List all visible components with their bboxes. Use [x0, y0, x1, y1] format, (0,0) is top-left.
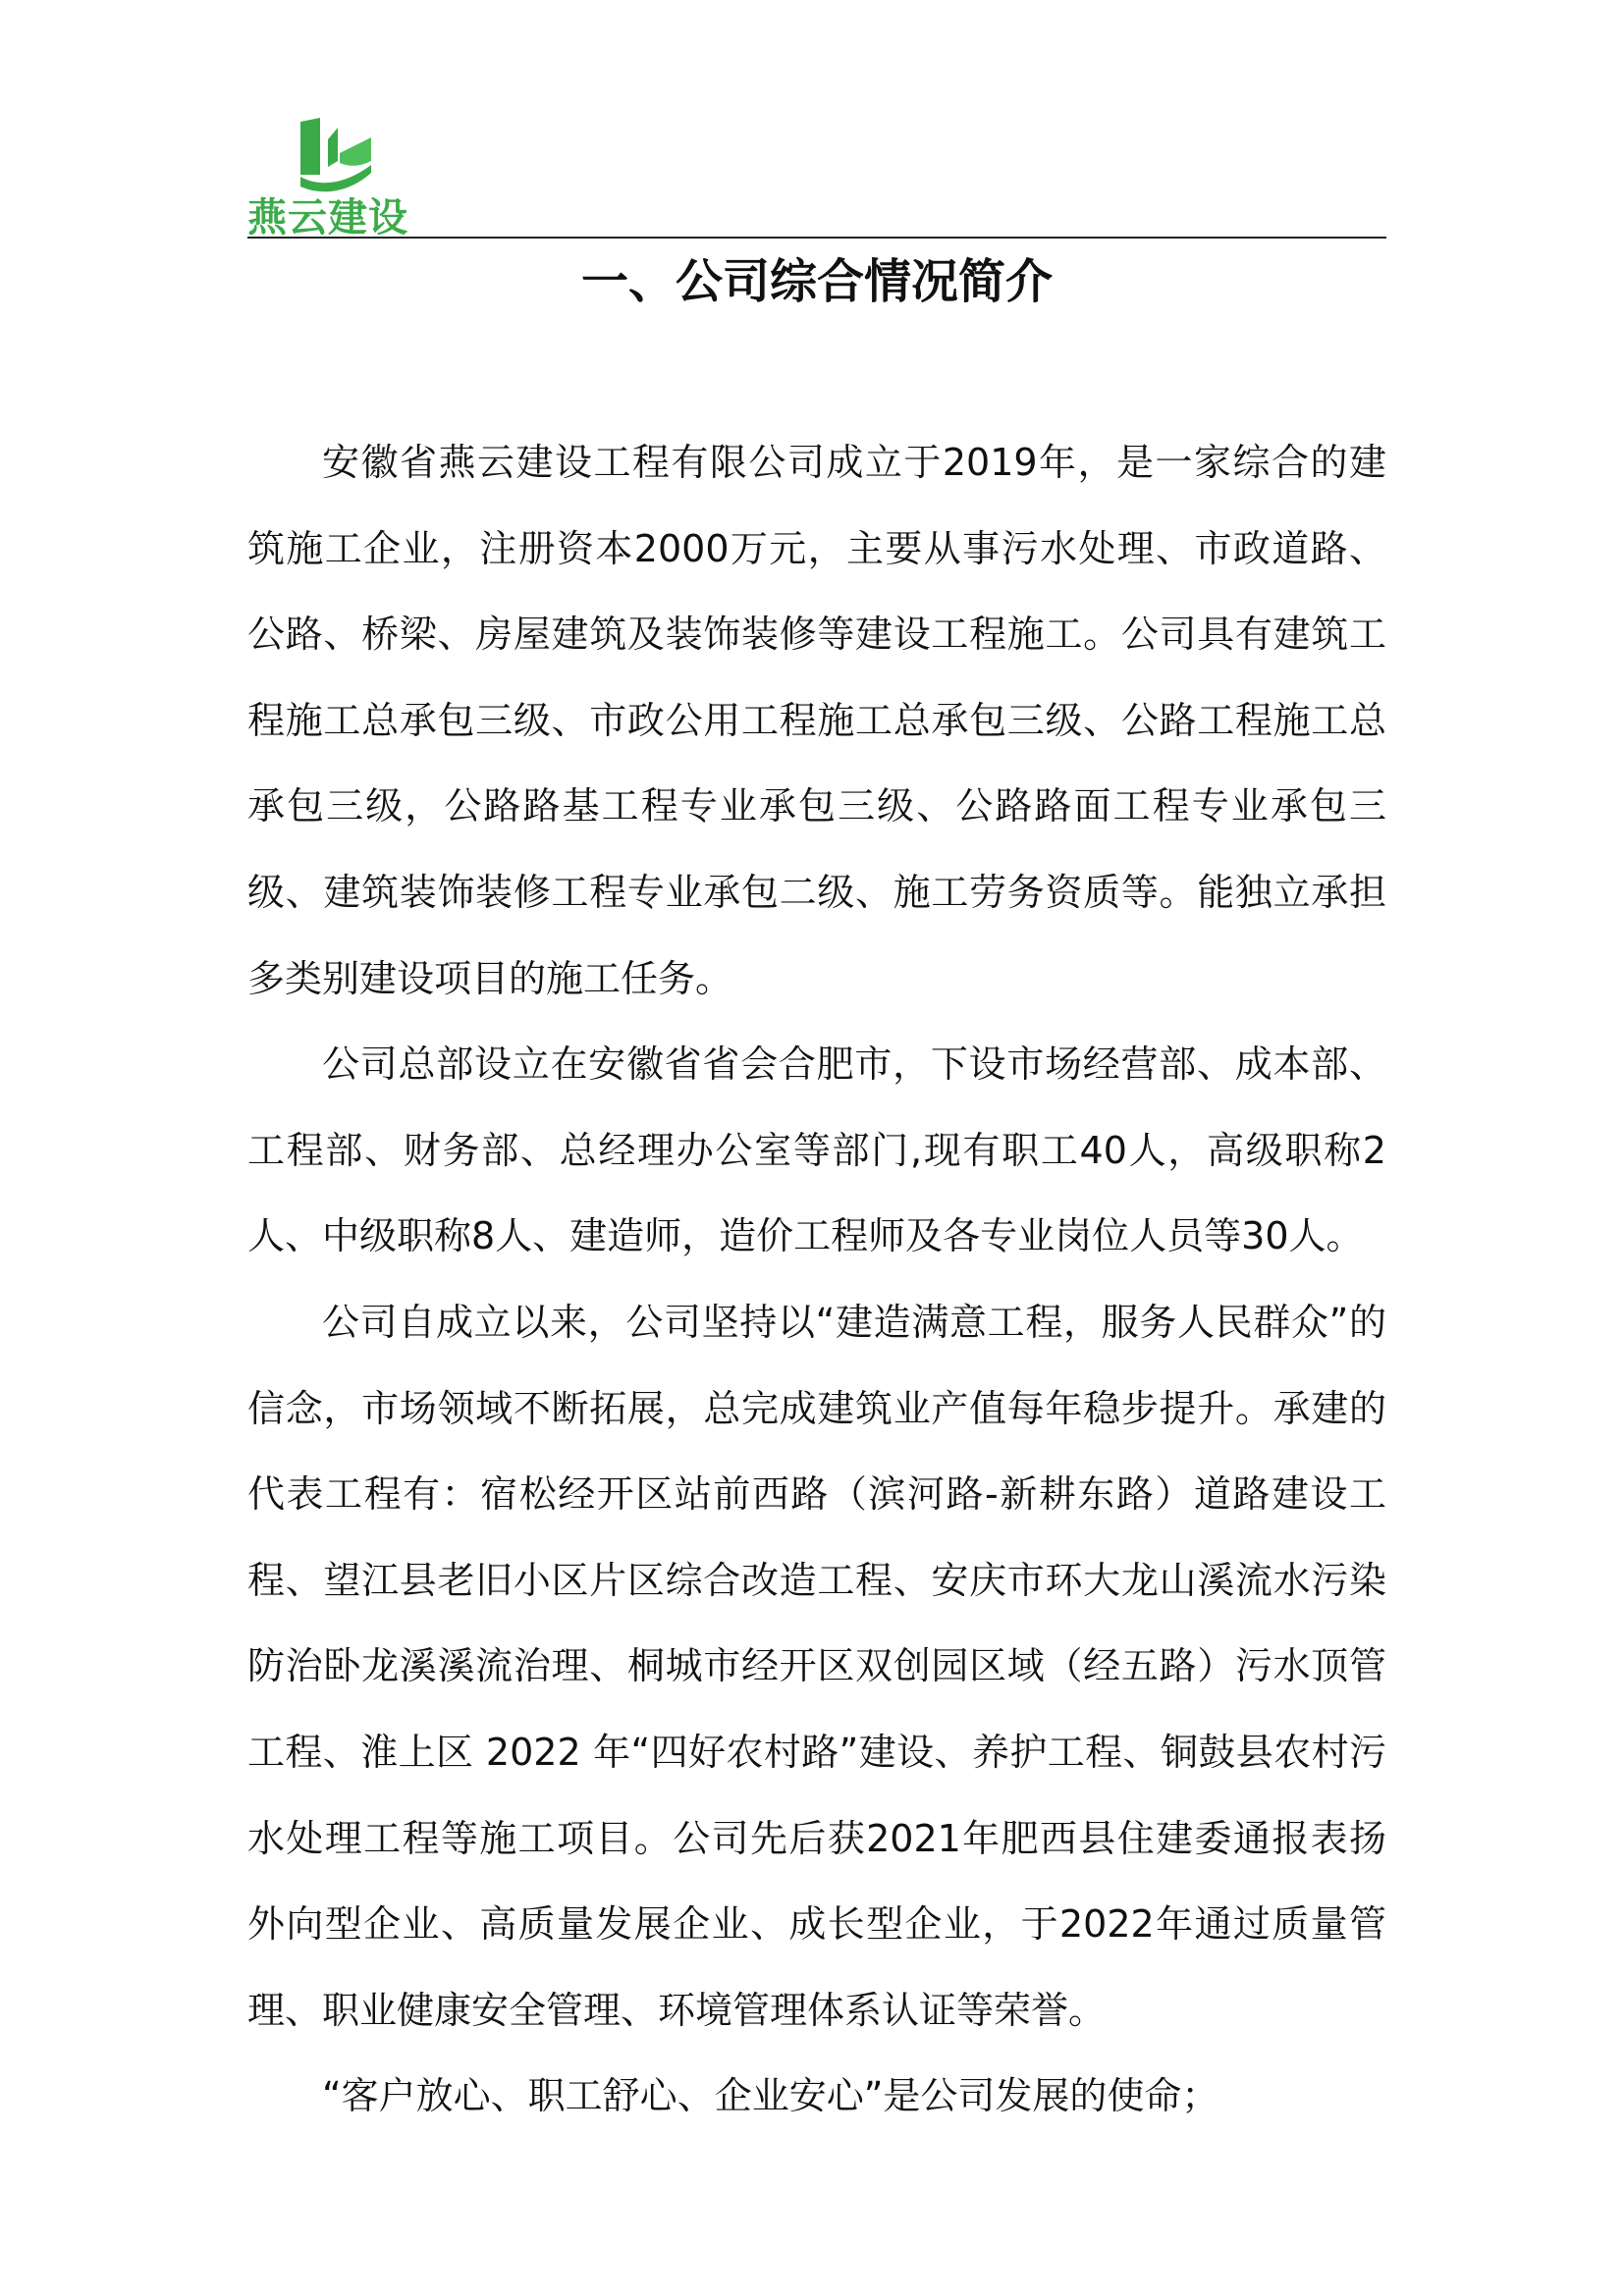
company-logo: [247, 116, 444, 238]
header-divider: [247, 237, 1386, 239]
logo-text: 燕云建设: [247, 195, 408, 240]
paragraph-projects-honors: 公司自成立以来，公司坚持以“建造满意工程，服务人民群众”的信念，市场领域不断拓展，总完成建筑业产值每年稳步提升。承建的代表工程有：宿松经开区站前西路（滨河路-新耕东路）道路建设工程、望江县老旧小区片区综合改造工程、安庆市环大龙山溪流水污染防治卧龙溪溪流治理、桐城市经开区双创园区域（经五路）污水顶管工程、淮上区 2022 年“四好农村路”建设、养护工程、铜鼓县农村污水处理工程等施工项目。公司先后获2021年肥西县住建委通报表扬外向型企业、高质量发展企业、成长型企业，于2022年通过质量管理、职业健康安全管理、环境管理体系认证等荣誉。: [247, 1300, 1386, 2032]
body-text: [247, 420, 1386, 2140]
page-header: [247, 116, 1386, 238]
paragraph-company-overview: 安徽省燕云建设工程有限公司成立于2019年，是一家综合的建筑施工企业，注册资本2000万元，主要从事污水处理、市政道路、公路、桥梁、房屋建筑及装饰装修等建设工程施工。公司具有建筑工程施工总承包三级、市政公用工程施工总承包三级、公路工程施工总承包三级，公路路基工程专业承包三级、公路路面工程专业承包三级、建筑装饰装修工程专业承包二级、施工劳务资质等。能独立承担多类别建设项目的施工任务。: [247, 441, 1386, 1000]
stylized-L-green-icon: [298, 118, 373, 194]
paragraph-mission: “客户放心、职工舒心、企业安心”是公司发展的使命；: [322, 2074, 1219, 2118]
paragraph-organization: 公司总部设立在安徽省省会合肥市，下设市场经营部、成本部、工程部、财务部、总经理办公室等部门,现有职工40人，高级职称2人、中级职称8人、建造师，造价工程师及各专业岗位人员等30人。: [247, 1042, 1386, 1258]
section-title: 一、公司综合情况简介: [580, 254, 1053, 309]
